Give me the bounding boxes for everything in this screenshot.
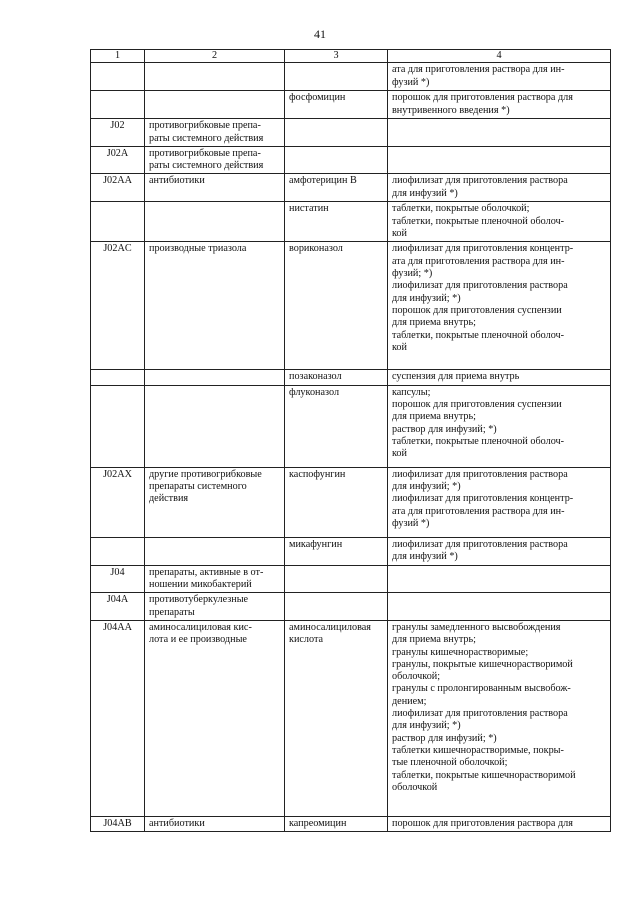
group-name-cell: антибиотики: [145, 174, 285, 202]
table-row: [91, 370, 611, 385]
group-name-cell: [145, 385, 285, 467]
drug-name-cell: микафунгин: [285, 537, 388, 565]
dosage-form-cell: лиофилизат для приготовления раствора для инфузий; *) лиофилизат для приготовления концентр- ата для приготовления раствора для ин- фузий *): [388, 467, 611, 537]
atc-code-cell: J04AB: [91, 816, 145, 831]
table-row: [91, 816, 611, 831]
group-name-cell: [145, 63, 285, 91]
table-row: [91, 63, 611, 91]
atc-code-cell: [91, 202, 145, 242]
table-row: [91, 119, 611, 147]
table-row: [91, 146, 611, 174]
group-name-cell: [145, 91, 285, 119]
atc-code-cell: [91, 370, 145, 385]
drug-name-cell: позаконазол: [285, 370, 388, 385]
drug-name-cell: [285, 565, 388, 593]
atc-code-cell: J04AA: [91, 620, 145, 816]
drug-name-cell: [285, 146, 388, 174]
dosage-form-cell: ата для приготовления раствора для ин- фузий *): [388, 63, 611, 91]
atc-code-cell: J02AX: [91, 467, 145, 537]
group-name-cell: [145, 537, 285, 565]
drug-name-cell: фосфомицин: [285, 91, 388, 119]
atc-code-cell: J04A: [91, 593, 145, 621]
drug-name-cell: амфотерицин В: [285, 174, 388, 202]
dosage-form-cell: [388, 146, 611, 174]
group-name-cell: [145, 370, 285, 385]
group-name-cell: [145, 202, 285, 242]
drug-table: [90, 49, 611, 832]
table-row: [91, 467, 611, 537]
table-row: [91, 91, 611, 119]
dosage-form-cell: таблетки, покрытые оболочкой; таблетки, покрытые пленочной оболоч- кой: [388, 202, 611, 242]
group-name-cell: противогрибковые препа- раты системного действия: [145, 146, 285, 174]
group-name-cell: противогрибковые препа- раты системного действия: [145, 119, 285, 147]
dosage-form-cell: порошок для приготовления раствора для: [388, 816, 611, 831]
drug-name-cell: [285, 119, 388, 147]
column-header: 1: [91, 50, 145, 63]
atc-code-cell: J02: [91, 119, 145, 147]
table-row: [91, 242, 611, 370]
table-row: [91, 593, 611, 621]
dosage-form-cell: лиофилизат для приготовления раствора для инфузий *): [388, 174, 611, 202]
dosage-form-cell: гранулы замедленного высвобождения для приема внутрь; гранулы кишечнорастворимые; гранулы, покрытые кишечнорастворимой оболочкой; гранулы с пролонгированным высвобож- дением; лиофилизат для приготовления раствора для инфузий; *) раствор для инфузий; *) таблетки кишечнорастворимые, покры- тые пленочной оболочкой; таблетки, покрытые кишечнорастворимой оболочкой: [388, 620, 611, 816]
table-row: [91, 202, 611, 242]
drug-name-cell: вориконазол: [285, 242, 388, 370]
table-row: [91, 620, 611, 816]
dosage-form-cell: лиофилизат для приготовления концентр- ата для приготовления раствора для ин- фузий; *) лиофилизат для приготовления раствора для инфузий; *) порошок для приготовления суспензии для приема внутрь; таблетки, покрытые пленочной оболоч- кой: [388, 242, 611, 370]
group-name-cell: производные триазола: [145, 242, 285, 370]
dosage-form-cell: [388, 119, 611, 147]
drug-name-cell: [285, 593, 388, 621]
dosage-form-cell: [388, 565, 611, 593]
table-row: [91, 537, 611, 565]
table-row: [91, 385, 611, 467]
group-name-cell: препараты, активные в от- ношении микобактерий: [145, 565, 285, 593]
drug-name-cell: [285, 63, 388, 91]
drug-name-cell: каспофунгин: [285, 467, 388, 537]
group-name-cell: аминосалициловая кис- лота и ее производные: [145, 620, 285, 816]
table-row: [91, 565, 611, 593]
group-name-cell: другие противогрибковые препараты системного действия: [145, 467, 285, 537]
atc-code-cell: [91, 63, 145, 91]
dosage-form-cell: капсулы; порошок для приготовления суспензии для приема внутрь; раствор для инфузий; *) таблетки, покрытые пленочной оболоч- кой: [388, 385, 611, 467]
page-number: 41: [314, 27, 326, 41]
dosage-form-cell: лиофилизат для приготовления раствора для инфузий *): [388, 537, 611, 565]
atc-code-cell: [91, 91, 145, 119]
atc-code-cell: J02AC: [91, 242, 145, 370]
column-header: 2: [145, 50, 285, 63]
group-name-cell: противотуберкулезные препараты: [145, 593, 285, 621]
atc-code-cell: J02AA: [91, 174, 145, 202]
drug-name-cell: нистатин: [285, 202, 388, 242]
atc-code-cell: [91, 385, 145, 467]
table-row: [91, 174, 611, 202]
atc-code-cell: J02A: [91, 146, 145, 174]
atc-code-cell: J04: [91, 565, 145, 593]
dosage-form-cell: [388, 593, 611, 621]
group-name-cell: антибиотики: [145, 816, 285, 831]
table-header-row: [91, 50, 611, 63]
column-header: 3: [285, 50, 388, 63]
column-header: 4: [388, 50, 611, 63]
dosage-form-cell: порошок для приготовления раствора для внутривенного введения *): [388, 91, 611, 119]
dosage-form-cell: суспензия для приема внутрь: [388, 370, 611, 385]
drug-name-cell: аминосалициловая кислота: [285, 620, 388, 816]
drug-name-cell: капреомицин: [285, 816, 388, 831]
drug-name-cell: флуконазол: [285, 385, 388, 467]
atc-code-cell: [91, 537, 145, 565]
